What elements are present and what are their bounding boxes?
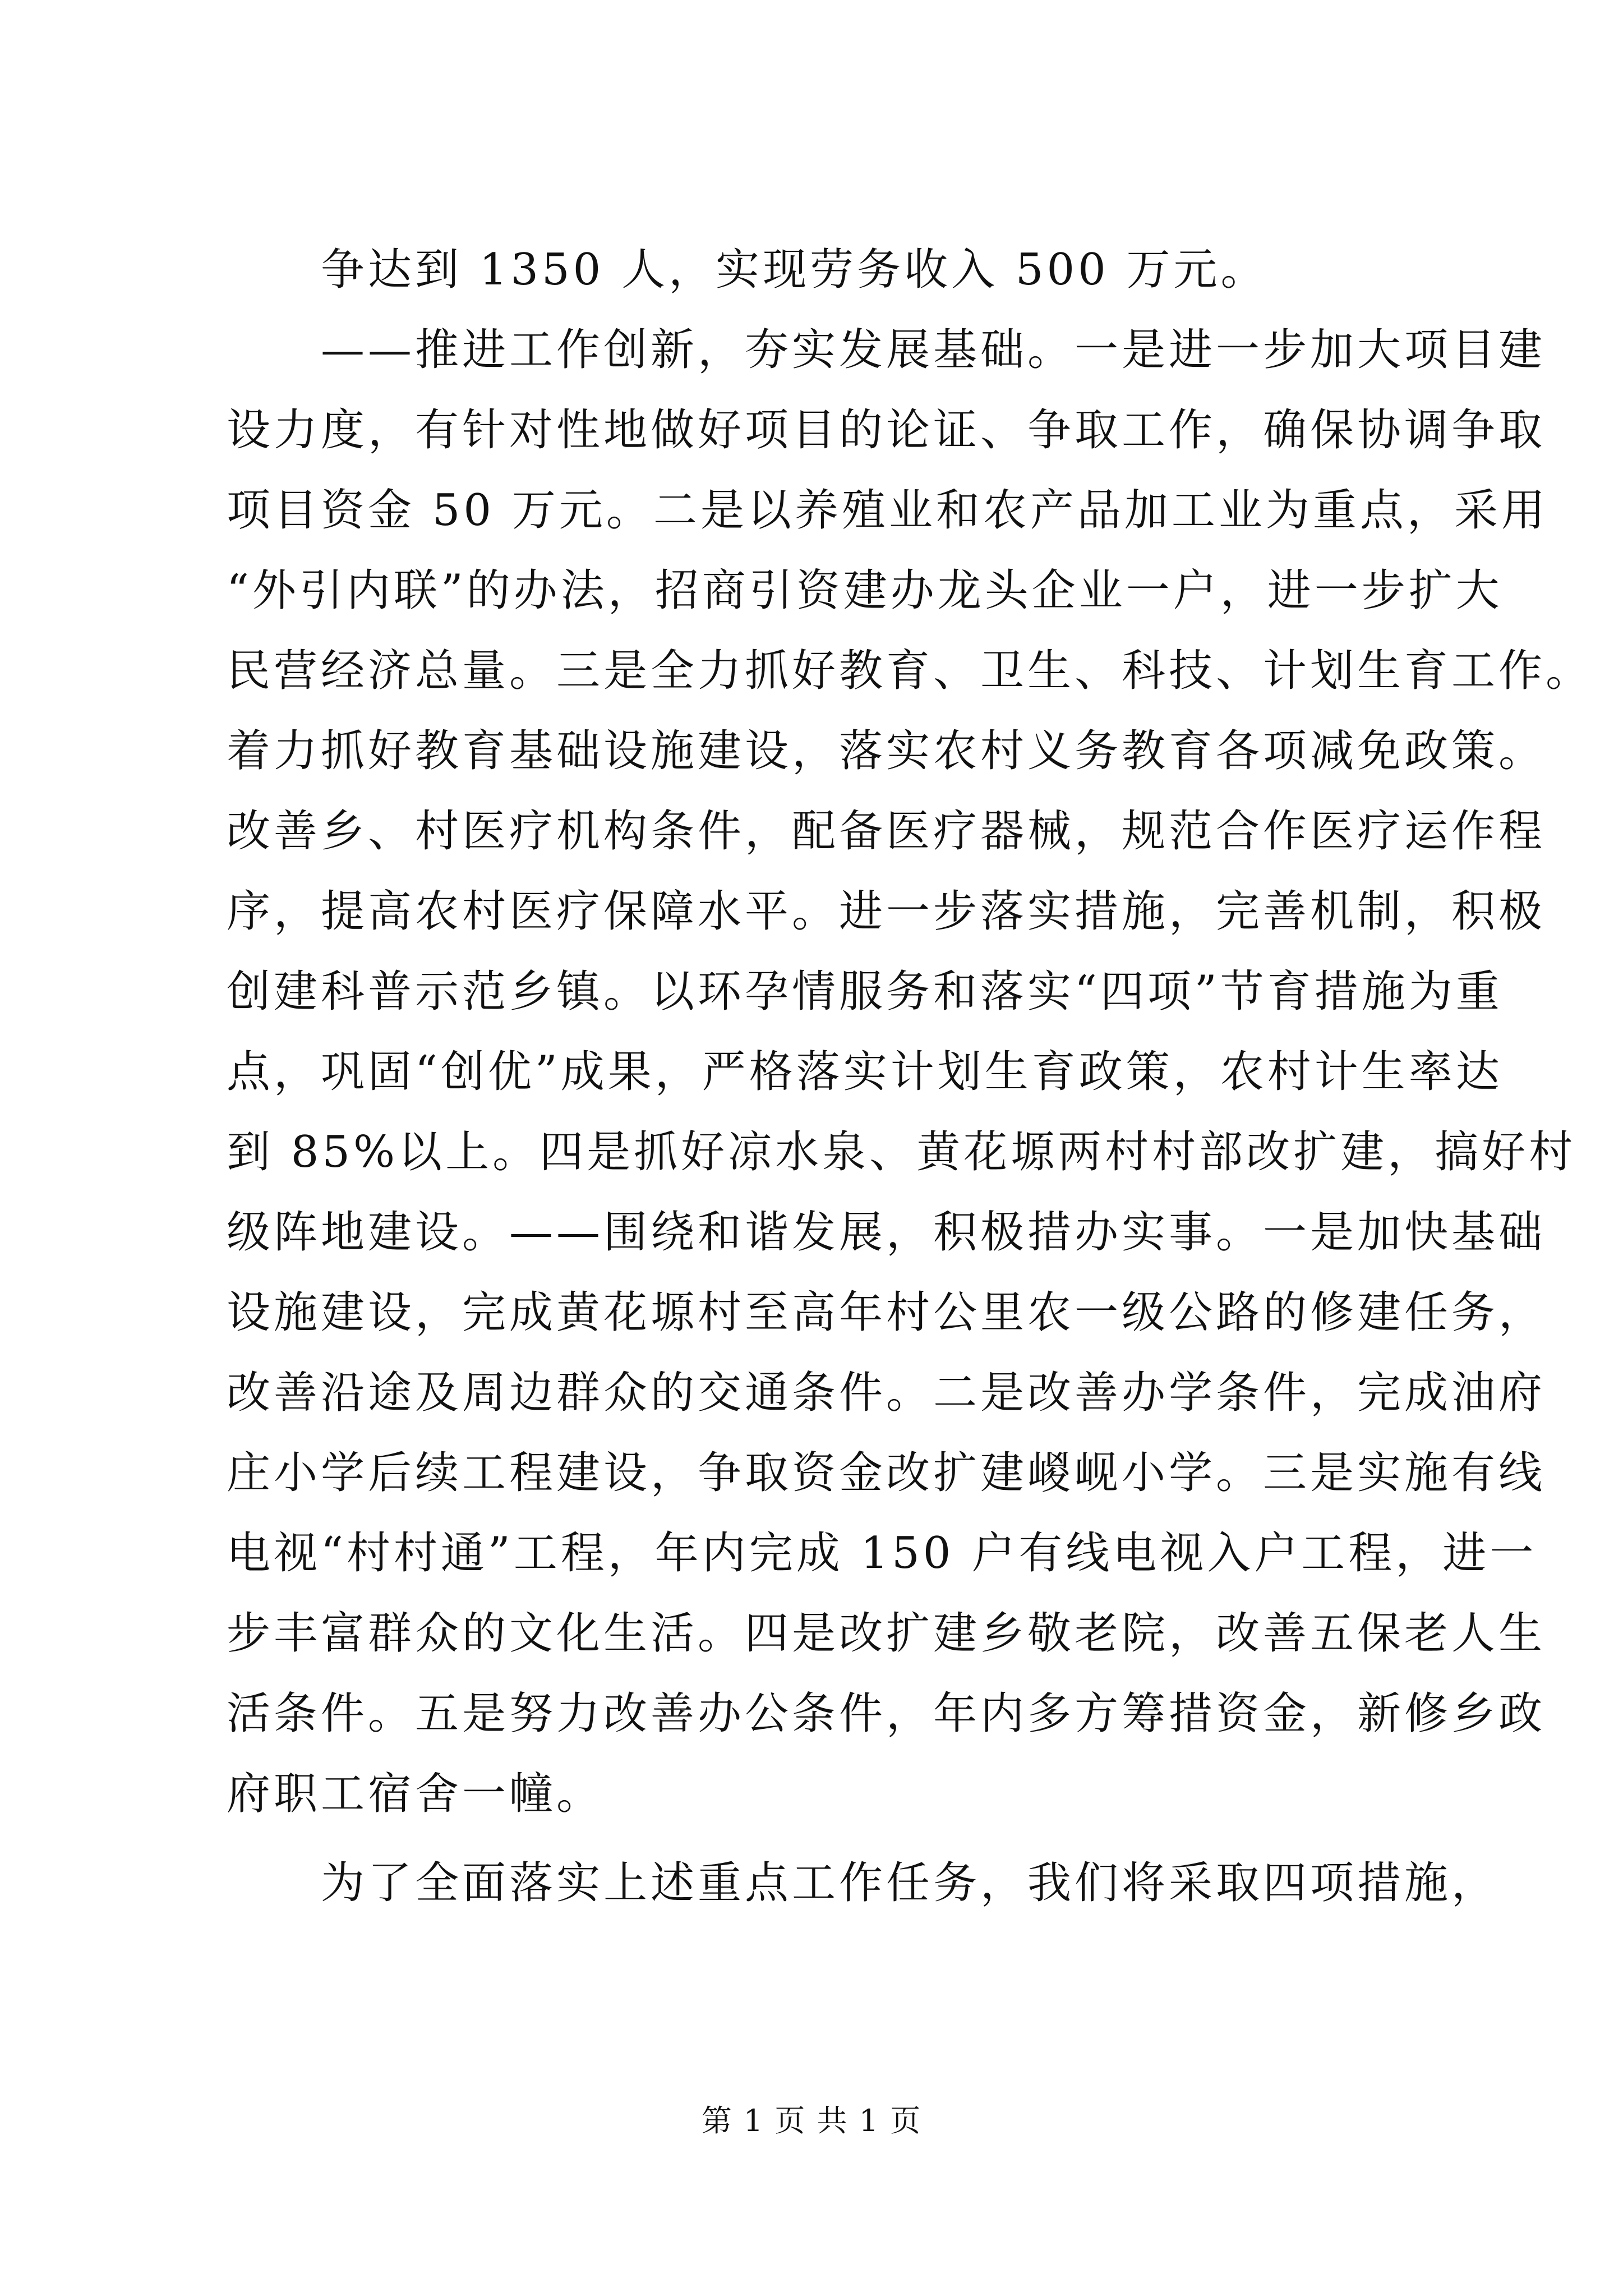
text-line: 步丰富群众的文化生活。四是改扩建乡敬老院，改善五保老人生	[227, 1608, 1546, 1659]
text-line: “外引内联”的办法，招商引资建办龙头企业一户，进一步扩大	[227, 565, 1503, 616]
text-line: 改善乡、村医疗机构条件，配备医疗器械，规范合作医疗运作程	[227, 806, 1546, 857]
text-line: 项目资金 50 万元。二是以养殖业和农产品加工业为重点，采用	[227, 485, 1548, 536]
text-line: 创建科普示范乡镇。以环孕情服务和落实“四项”节育措施为重	[227, 967, 1503, 1017]
text-line: 争达到 1350 人，实现劳务收入 500 万元。	[321, 245, 1268, 295]
text-line: 庄小学后续工程建设，争取资金改扩建嵕岘小学。三是实施有线	[227, 1448, 1546, 1498]
text-line: 设力度，有针对性地做好项目的论证、争取工作，确保协调争取	[227, 405, 1546, 455]
text-line: 改善沿途及周边群众的交通条件。二是改善办学条件，完成油府	[227, 1368, 1546, 1418]
text-line: 活条件。五是努力改善办公条件，年内多方筹措资金，新修乡政	[227, 1688, 1546, 1739]
text-line: 电视“村村通”工程，年内完成 150 户有线电视入户工程，进一	[227, 1528, 1537, 1579]
text-line: 序，提高农村医疗保障水平。进一步落实措施，完善机制，积极	[227, 886, 1546, 937]
text-line: 着力抓好教育基础设施建设，落实农村义务教育各项减免政策。	[227, 726, 1546, 776]
text-line: 级阵地建设。——围绕和谐发展，积极措办实事。一是加快基础	[227, 1207, 1546, 1258]
document-body	[227, 230, 1593, 1924]
text-line: 设施建设，完成黄花塬村至高年村公里农一级公路的修建任务，	[227, 1287, 1546, 1338]
text-line: 点，巩固“创优”成果，严格落实计划生育政策，农村计生率达	[227, 1047, 1503, 1097]
text-line: ——推进工作创新，夯实发展基础。一是进一步加大项目建	[321, 325, 1546, 375]
text-line: 到 85%以上。四是抓好凉水泉、黄花塬两村村部改扩建，搞好村	[227, 1127, 1576, 1177]
text-line: 民营经济总量。三是全力抓好教育、卫生、科技、计划生育工作。	[227, 646, 1593, 696]
text-line: 府职工宿舍一幢。	[227, 1769, 604, 1819]
page-number-footer: 第 1 页 共 1 页	[701, 2103, 922, 2138]
text-line: 为了全面落实上述重点工作任务，我们将采取四项措施，	[321, 1858, 1499, 1908]
